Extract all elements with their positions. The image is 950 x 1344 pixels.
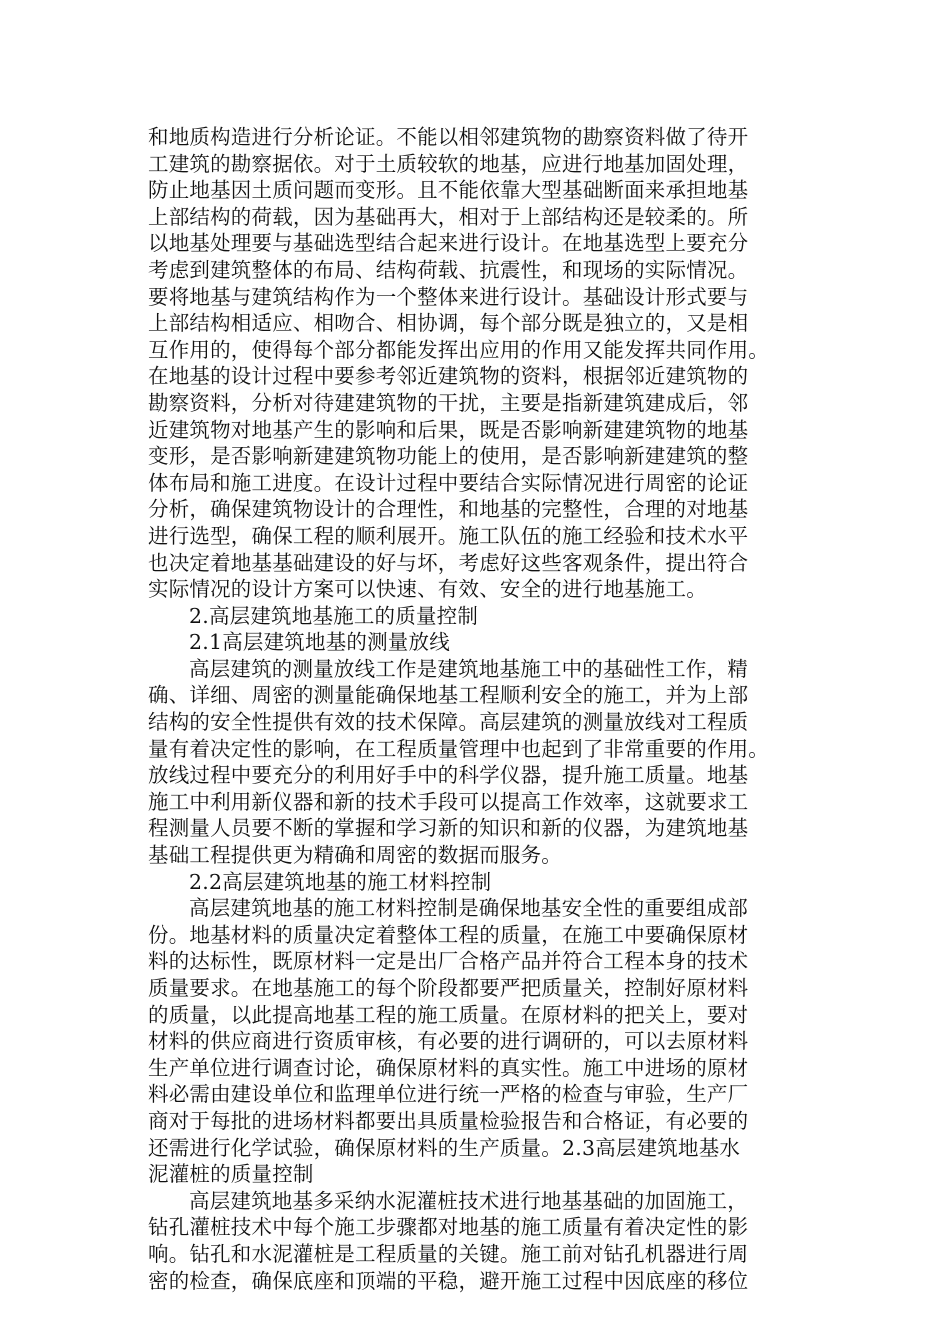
text-line: 材料的供应商进行资质审核，有必要的进行调研的，可以去原材料 — [148, 1029, 749, 1054]
text-line: 商对于每批的进场材料都要出具质量检验报告和合格证，有必要的 — [148, 1108, 749, 1133]
text-line: 也决定着地基基础建设的好与坏，考虑好这些客观条件，提出符合 — [148, 550, 749, 575]
text-line: 防止地基因土质问题而变形。且不能依靠大型基础断面来承担地基 — [148, 178, 749, 203]
text-line: 高层建筑地基的施工材料控制是确保地基安全性的重要组成部 — [189, 896, 748, 921]
text-line: 密的检查，确保底座和顶端的平稳，避开施工过程中因底座的移位 — [148, 1268, 749, 1293]
text-line: 生产单位进行调查讨论，确保原材料的真实性。施工中进场的原材 — [148, 1055, 749, 1080]
text-line: 高层建筑的测量放线工作是建筑地基施工中的基础性工作，精 — [189, 656, 748, 681]
text-line: 料的达标性，既原材料一定是出厂合格产品并符合工程本身的技术 — [148, 949, 749, 974]
text-line: 和地质构造进行分析论证。不能以相邻建筑物的勘察资料做了待开 — [148, 125, 749, 149]
text-line: 变形，是否影响新建建筑物功能上的使用，是否影响新建建筑的整 — [148, 444, 749, 469]
text-line: 工建筑的勘察据依。对于土质较软的地基，应进行地基加固处理， — [148, 151, 749, 176]
text-line: 泥灌桩的质量控制 — [148, 1162, 314, 1187]
text-line: 钻孔灌桩技术中每个施工步骤都对地基的施工质量有着决定性的影 — [148, 1215, 749, 1240]
text-line: 施工中利用新仪器和新的技术手段可以提高工作效率，这就要求工 — [148, 789, 749, 814]
text-line: 近建筑物对地基产生的影响和后果，既是否影响新建建筑物的地基 — [148, 417, 749, 442]
text-line: 勘察资料，分析对待建建筑物的干扰，主要是指新建筑建成后，邻 — [148, 390, 749, 415]
text-line: 体布局和施工进度。在设计过程中要结合实际情况进行周密的论证 — [148, 470, 749, 495]
text-line: 结构的安全性提供有效的技术保障。高层建筑的测量放线对工程质 — [148, 710, 749, 735]
text-line: 质量要求。在地基施工的每个阶段都要严把质量关，控制好原材料 — [148, 976, 749, 1000]
text-line: 上部结构的荷载，因为基础再大，相对于上部结构还是较柔的。所 — [148, 204, 749, 229]
text-line: 2.高层建筑地基施工的质量控制 — [189, 603, 479, 628]
text-line: 量有着决定性的影响，在工程质量管理中也起到了非常重要的作用。 — [148, 736, 769, 761]
text-line: 确、详细、周密的测量能确保地基工程顺利安全的施工，并为上部 — [148, 683, 749, 708]
text-line: 分析，确保建筑物设计的合理性，和地基的完整性，合理的对地基 — [148, 497, 749, 522]
text-line: 料必需由建设单位和监理单位进行统一严格的检查与审验，生产厂 — [148, 1082, 749, 1107]
body-text — [148, 124, 808, 1294]
text-line: 考虑到建筑整体的布局、结构荷载、抗震性，和现场的实际情况。 — [148, 257, 749, 282]
text-line: 2.1高层建筑地基的测量放线 — [189, 630, 450, 655]
text-line: 上部结构相适应、相吻合、相协调，每个部分既是独立的，又是相 — [148, 311, 749, 336]
text-line: 响。钻孔和水泥灌桩是工程质量的关键。施工前对钻孔机器进行周 — [148, 1241, 749, 1266]
text-line: 份。地基材料的质量决定着整体工程的质量，在施工中要确保原材 — [148, 922, 749, 947]
text-line: 互作用的，使得每个部分都能发挥出应用的作用又能发挥共同作用。 — [148, 337, 769, 362]
text-line: 实际情况的设计方案可以快速、有效、安全的进行地基施工。 — [148, 577, 707, 602]
text-line: 放线过程中要充分的利用好手中的科学仪器，提升施工质量。地基 — [148, 763, 749, 788]
text-line: 2.2高层建筑地基的施工材料控制 — [189, 869, 492, 894]
text-line: 还需进行化学试验，确保原材料的生产质量。2.3高层建筑地基水 — [148, 1135, 741, 1160]
text-line: 高层建筑地基多采纳水泥灌桩技术进行地基基础的加固施工， — [189, 1188, 748, 1213]
text-line: 程测量人员要不断的掌握和学习新的知识和新的仪器，为建筑地基 — [148, 816, 749, 841]
text-line: 进行选型，确保工程的顺利展开。施工队伍的施工经验和技术水平 — [148, 523, 749, 548]
text-line: 基础工程提供更为精确和周密的数据而服务。 — [148, 843, 562, 868]
text-line: 以地基处理要与基础选型结合起来进行设计。在地基选型上要充分 — [148, 231, 749, 256]
text-line: 要将地基与建筑结构作为一个整体来进行设计。基础设计形式要与 — [148, 284, 749, 309]
text-line: 在地基的设计过程中要参考邻近建筑物的资料，根据邻近建筑物的 — [148, 364, 749, 389]
text-line: 的质量，以此提高地基工程的施工质量。在原材料的把关上，要对 — [148, 1002, 749, 1027]
